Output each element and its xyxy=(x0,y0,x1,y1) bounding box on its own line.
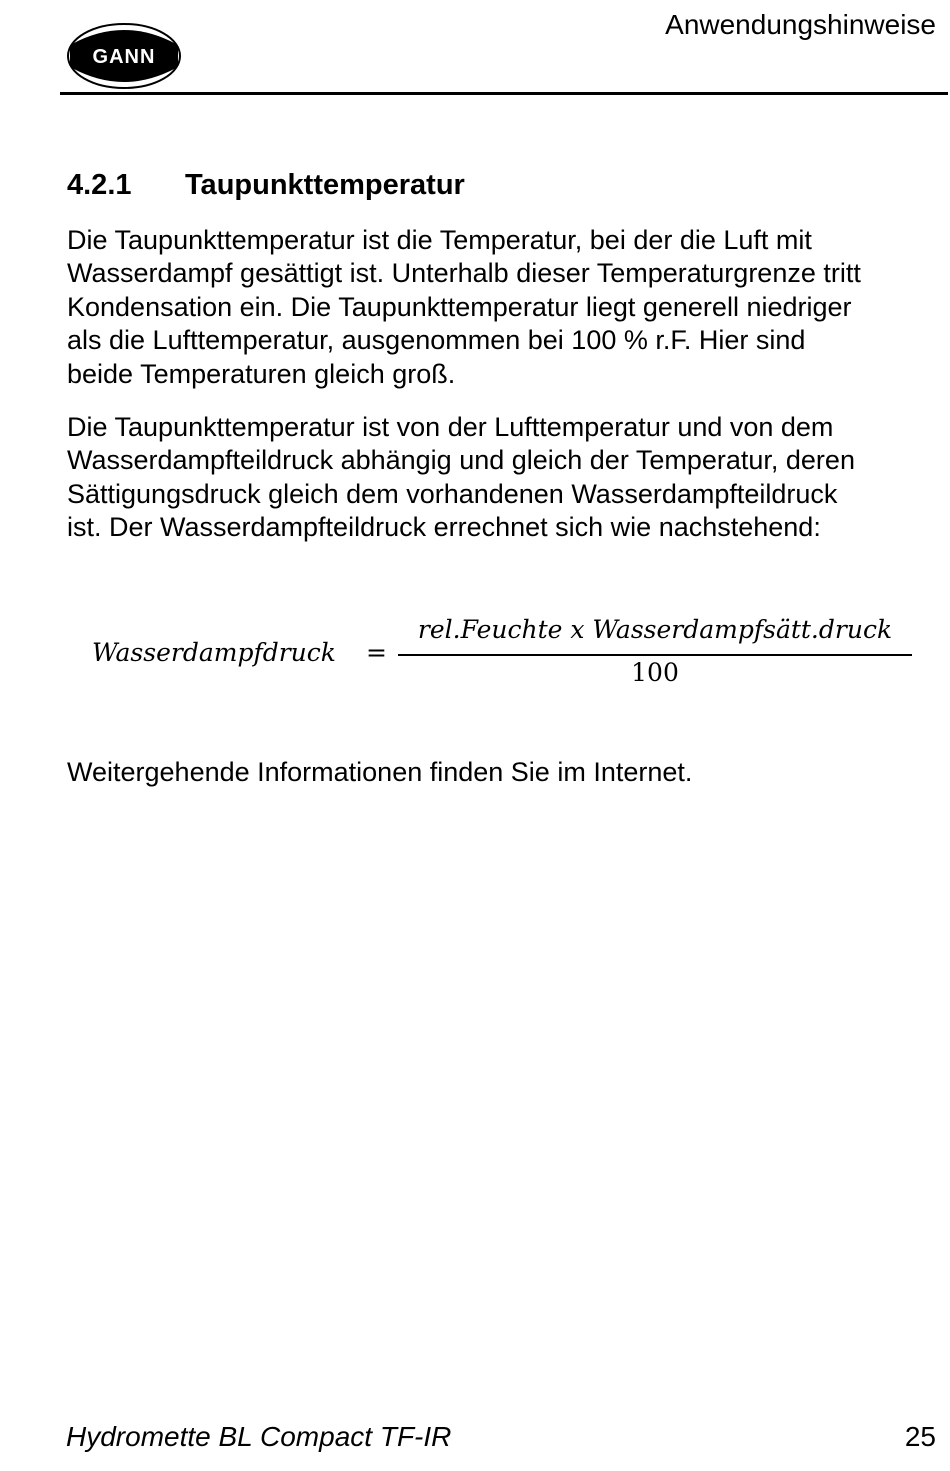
formula-denominator: 100 xyxy=(631,658,679,687)
footer-product-title: Hydromette BL Compact TF-IR xyxy=(66,1421,452,1452)
header-divider xyxy=(60,92,948,95)
section-number: 4.2.1 xyxy=(67,169,132,201)
paragraph-further-info xyxy=(67,756,941,789)
vapor-pressure-formula xyxy=(92,612,916,692)
formula-numerator: rel.Feuchte x Wasserdampfsätt.druck xyxy=(417,615,893,644)
paragraph-line: als die Lufttemperatur, ausgenommen bei 100 % r.F. Hier sind xyxy=(67,325,806,356)
paragraph-dew-point-definition xyxy=(67,224,941,391)
page-number: 25 xyxy=(904,1421,936,1452)
paragraph-line: beide Temperaturen gleich groß. xyxy=(67,358,456,389)
paragraph-line: Kondensation ein. Die Taupunkttemperatur liegt generell niedriger xyxy=(67,291,852,322)
header-title: Anwendungshinweise xyxy=(665,9,936,40)
paragraph-line: ist. Der Wasserdampfteildruck errechnet sich wie nachstehend: xyxy=(67,512,821,543)
paragraph-line: Wasserdampf gesättigt ist. Unterhalb dieser Temperaturgrenze tritt xyxy=(67,258,861,289)
logo-text: GANN xyxy=(92,46,156,68)
paragraph-line: Sättigungsdruck gleich dem vorhandenen Wasserdampfteildruck xyxy=(67,478,838,509)
formula-equals-sign: = xyxy=(366,638,387,667)
formula-fraction-bar xyxy=(398,654,912,656)
paragraph-vapor-pressure xyxy=(67,411,941,545)
paragraph-line: Weitergehende Informationen finden Sie im Internet. xyxy=(67,757,693,787)
section-heading xyxy=(67,167,465,203)
paragraph-line: Wasserdampfteildruck abhängig und gleich der Temperatur, deren xyxy=(67,445,855,476)
gann-logo xyxy=(66,22,182,90)
paragraph-line: Die Taupunkttemperatur ist die Temperatur, bei der die Luft mit xyxy=(67,225,812,255)
paragraph-line: Die Taupunkttemperatur ist von der Lufttemperatur und von dem xyxy=(67,412,834,442)
section-title: Taupunkttemperatur xyxy=(185,169,465,201)
formula-lhs: Wasserdampfdruck xyxy=(92,638,336,667)
